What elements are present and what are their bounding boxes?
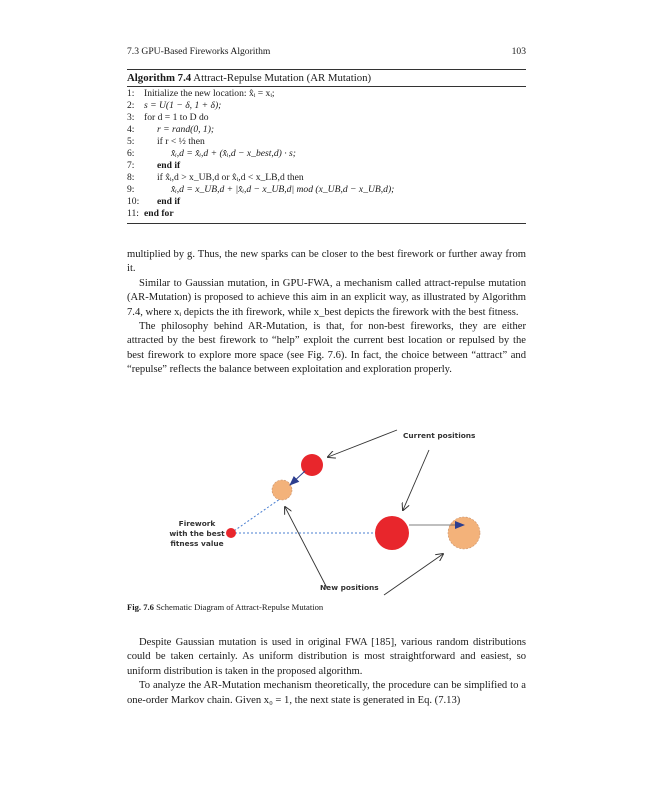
running-head: [127, 46, 526, 60]
label-best-firework: [157, 519, 237, 548]
line-number: 2:: [127, 100, 135, 111]
line-code: if r < ½ then: [157, 136, 205, 147]
label-new-positions: New positions: [320, 583, 379, 592]
label-best-line: fitness value: [170, 538, 224, 548]
caption-label: Fig. 7.6: [127, 602, 154, 612]
pointer-current-large: [403, 450, 429, 510]
body-text-lower: [127, 636, 526, 708]
line-number: 5:: [127, 136, 135, 147]
line-number: 4:: [127, 124, 135, 135]
line-code: for d = 1 to D do: [144, 112, 209, 123]
line-code: s = U(1 − δ, 1 + δ);: [144, 100, 222, 111]
algorithm-caption: [127, 72, 371, 84]
label-current-positions: Current positions: [403, 431, 476, 440]
line-number: 3:: [127, 112, 135, 123]
attract-arrow: [290, 471, 305, 485]
line-number: 1:: [127, 88, 135, 99]
paragraph: Similar to Gaussian mutation, in GPU-FWA, a mechanism called attract-repulse mutation (AR-Mutation) is proposed to achieve this aim in an explicit way, as illustrated by Algorithm 7.4, where xᵢ depicts the ith firework, while x_best depicts the firework with the best fitness.: [127, 277, 526, 318]
line-code: end if: [157, 196, 181, 207]
label-best-line: Firework: [178, 519, 216, 528]
line-number: 9:: [127, 184, 135, 195]
current-position-small: [301, 454, 323, 476]
line-code: x̂ᵢ,d = x_UB,d + |x̂ᵢ,d − x_UB,d| mod (x_UB,d − x_UB,d);: [171, 184, 395, 195]
label-best-line: with the best: [169, 528, 225, 538]
line-number: 10:: [127, 196, 140, 207]
new-position-small: [272, 480, 292, 500]
algorithm-top-rule: [127, 69, 526, 70]
new-position-large: [448, 517, 480, 549]
line-code: x̂ᵢ,d = x̂ᵢ,d + (x̂ᵢ,d − x_best,d) · s;: [171, 148, 296, 159]
ar-mutation-diagram: [127, 420, 526, 605]
line-number: 7:: [127, 160, 135, 171]
line-code: if x̂ᵢ,d > x_UB,d or x̂ᵢ,d < x_LB,d then: [157, 172, 304, 183]
pointer-new-large: [384, 554, 443, 595]
figure-caption: [127, 602, 323, 612]
line-number: 6:: [127, 148, 135, 159]
caption-text: Schematic Diagram of Attract-Repulse Mutation: [156, 602, 324, 612]
section-title: 7.3 GPU-Based Fireworks Algorithm: [127, 46, 271, 57]
line-number: 8:: [127, 172, 135, 183]
paragraph: multiplied by g. Thus, the new sparks can be closer to the best firework or further away from it.: [127, 249, 526, 275]
algorithm-label: Algorithm 7.4: [127, 72, 192, 84]
line-number: 11:: [127, 208, 139, 219]
algorithm-title: Attract-Repulse Mutation (AR Mutation): [193, 72, 372, 84]
line-code: Initialize the new location: x̂ᵢ = xᵢ;: [144, 88, 275, 99]
line-code: end if: [157, 160, 181, 171]
current-position-large: [375, 516, 409, 550]
line-code: end for: [144, 208, 174, 219]
figure-7-6: [127, 420, 526, 605]
algorithm-bottom-rule: [127, 223, 526, 224]
paragraph: To analyze the AR-Mutation mechanism theoretically, the procedure can be simplified to a one-order Markov chain. Given x₀ = 1, the next state is generated in Eq. (7.13): [127, 680, 526, 706]
pointer-new-small: [285, 507, 327, 588]
paragraph: The philosophy behind AR-Mutation, is that, for non-best fireworks, they are either attracted by the best firework to “help” exploit the current best location or repulsed by the best firework to explore more space (see Fig. 7.6). In fact, the choice between “attract” and “repulse” reflects the balance between exploitation and exploration properly.: [127, 321, 526, 376]
paragraph: Despite Gaussian mutation is used in original FWA [185], various random distributions could be taken certainly. As uniform distribution is most straightforward and easiest, so uniform distribution is taken in the proposed algorithm.: [127, 637, 526, 677]
body-text-upper: [127, 248, 526, 378]
page-number: 103: [511, 46, 526, 57]
algorithm-mid-rule: [127, 86, 526, 87]
pointer-current-small: [328, 430, 397, 457]
line-code: r = rand(0, 1);: [157, 124, 215, 135]
